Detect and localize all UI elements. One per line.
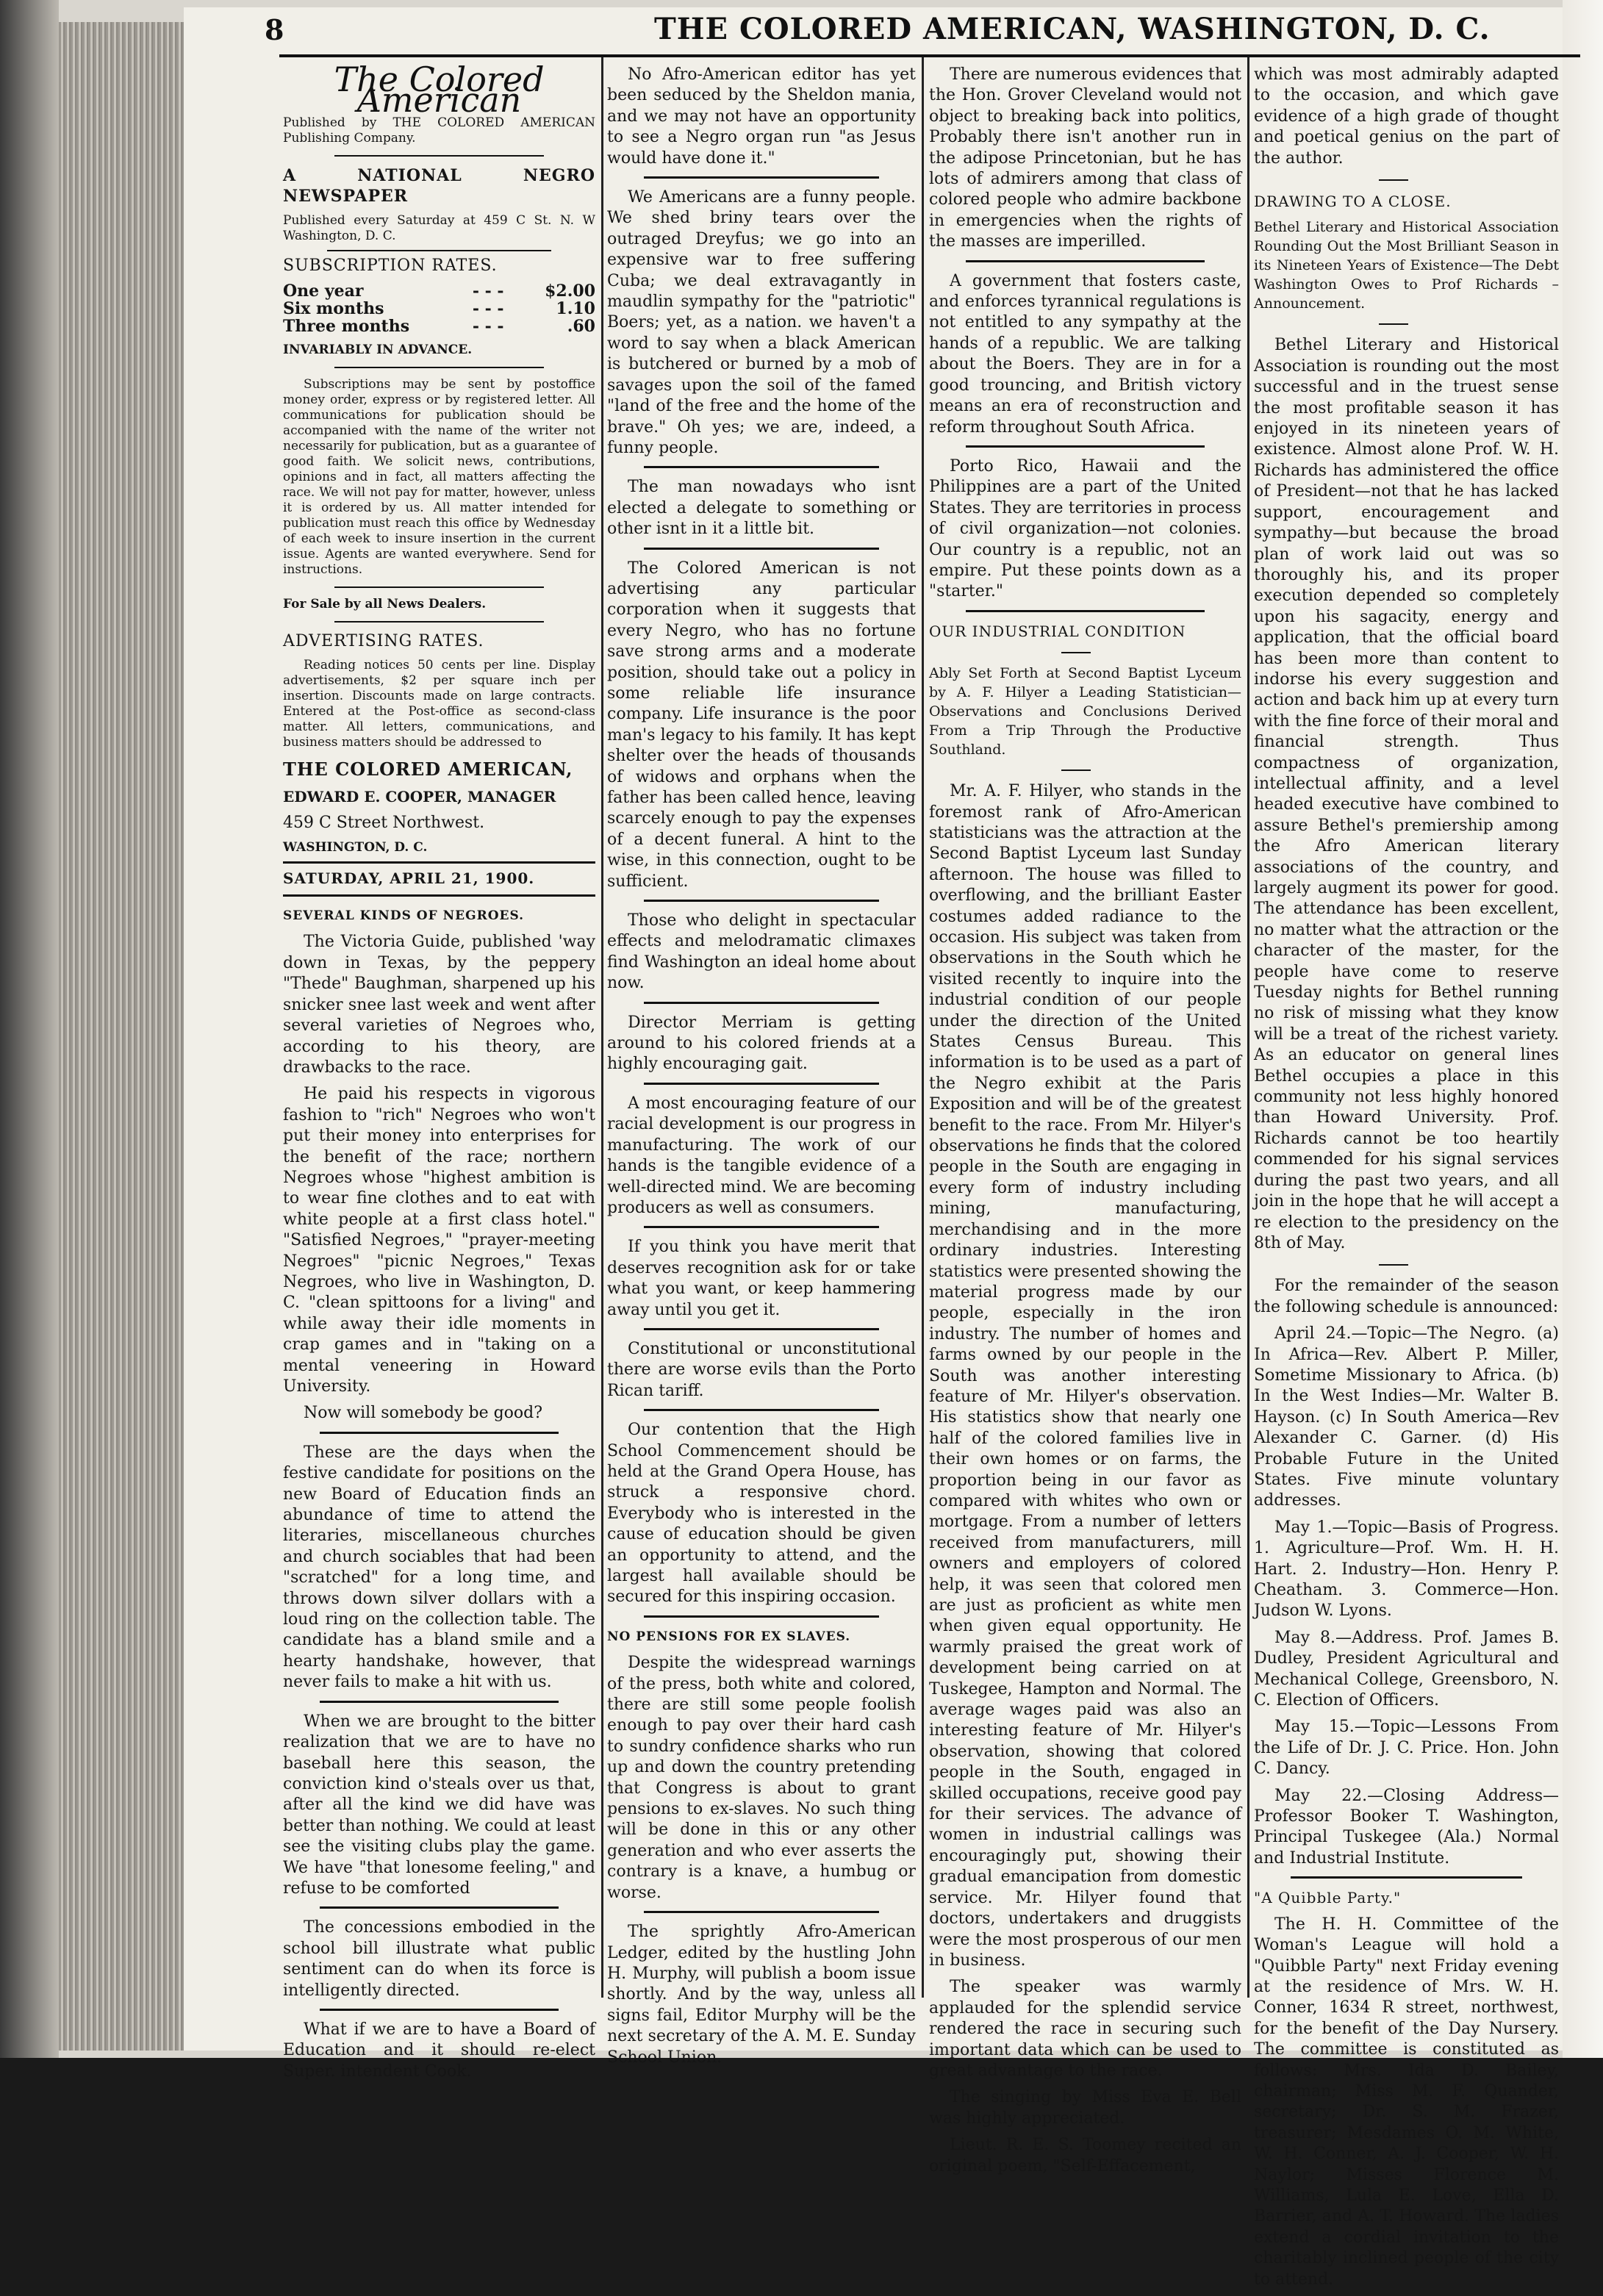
divider [334,621,544,623]
divider [644,466,879,468]
issue-date: SATURDAY, APRIL 21, 1900. [283,869,535,887]
article-heading: SEVERAL KINDS OF NEGROES. [283,908,525,924]
article-paragraph: The Victoria Guide, published 'way down in Texas, by the peppery "Thede" Baughman, sharpened up his snicker snee last week and went after several varieties of Negroes who, according to his theory, are drawbacks to the race. [283,933,595,1077]
divider [966,610,1205,612]
article-paragraph: May 8.—Address. Prof. James B. Dudley, President Agricultural and Mechanical College, Greensboro, N. C. Election of Officers. [1254,1628,1559,1710]
divider [283,894,595,897]
divider [334,586,544,588]
article-paragraph: The Colored American is not advertising any particular corporation when it suggests that every Negro, who has no fortune save strong arms and a moderate position, should take out a policy in some reliable life insurance company. Life insurance is the poor man's legacy to his family. It has kept shelter over the heads of thousands of widows and orphans when the father has been called hence, leaving scarcely enough to pay the expenses of a decent funeral. A hint to the wise, in this connection, ought to be sufficient. [607,559,916,891]
column-3 [929,65,1241,2183]
article-paragraph: The singing by Miss Eva E. Bell was highly appreciated. [929,2088,1241,2128]
article-paragraph: The concessions embodied in the school bill illustrate what public sentiment can do when its force is intelligently directed. [283,1918,595,2000]
rate-row: Six months - - - 1.10 [283,299,595,319]
publication-line: Published every Saturday at 459 C St. N. W Washington, D. C. [283,212,595,243]
article-paragraph: There are numerous evidences that the Hon. Grover Cleveland would not object to breaking back into politics, Probably there isn't another run in the adipose Princetonian, but he has lots of admirers among that class of colored people who admire backbone in emergencies when the rights of the masses are imperilled. [929,65,1241,251]
book-binding [0,0,59,2058]
right-margin [1563,0,1603,2058]
article-subheading: Ably Set Forth at Second Baptist Lyceum by A. F. Hilyer a Leading Statistician—Observations and Conclusions Derived From a Trip Through the Productive Southland. [929,665,1241,758]
divider [320,1701,559,1703]
article-paragraph: We Americans are a funny people. We shed briny tears over the outraged Dreyfus; we go into an expensive war to free suffering Cuba; we deal extravagantly in maudlin sympathy for the "patriotic" Boers; yet, as a nation. we haven't a word to say when a black American is butchered or burned by a mob of savages upon the soil of the famed "land of the free and the home of the brave." Oh yes; we are, indeed, a funny people. [607,188,916,457]
article-paragraph: Lieut. R. E. S. Toomey recited an original poem, "Self-Effacement, [929,2136,1241,2175]
article-heading: OUR INDUSTRIAL CONDITION [929,622,1186,640]
column-4 [1254,65,1559,2296]
short-rule [1379,323,1408,325]
article-paragraph: The man nowadays who isnt elected a delegate to something or other isnt in it a little bit. [607,478,916,539]
address-city: WASHINGTON, D. C. [283,839,428,855]
rate-row: Three months - - - .60 [283,317,595,337]
article-paragraph: Constitutional or unconstitutional there are worse evils than the Porto Rican tariff. [607,1339,916,1400]
for-sale-notice: For Sale by all News Dealers. [283,597,487,612]
article-paragraph: Despite the widespread warnings of the press, both white and colored, there are still some people foolish enough to pay over their hard cash to sundry confidence sharks who run up and down the country pretending that Congress is about to grant pensions to ex-slaves. No such thing will be done in this or any other generation and who ever asserts the contrary is a knave, a humbug or worse. [607,1654,916,1902]
short-rule [1061,769,1091,771]
divider [644,1226,879,1228]
rate-row: One year - - - $2.00 [283,281,595,301]
article-paragraph: A government that fosters caste, and enforces tyrannical regulations is not entitled to any sympathy at the hands of a republic. We are talking about the Boers. They are in for a good trouncing, and British victory means an era of reconstruction and reform throughout South Africa. [929,271,1241,437]
divider [644,176,879,179]
divider [334,367,544,368]
column-rule-2 [922,57,924,1998]
article-paragraph: May 1.—Topic—Basis of Progress. 1. Agriculture—Prof. Wm. H. H. Hart. 2. Industry—Hon. Henry P. Cheatham. 3. Commerce—Hon. Judson W. Lyons. [1254,1518,1559,1621]
subscription-notice: Subscriptions may be sent by postoffice money order, express or by registered letter. All communications for publication should be accompanied with the name of the writer not necessarily for publication, but as a guarantee of good faith. We solicit news, contributions, opinions and in fact, all matters affecting the race. We will not pay for matter, however, unless it is ordered by us. All matter intended for publication must reach this office by Wednesday of each week to insure insertion in the current issue. Agents are wanted everywhere. Send for instructions. [283,377,595,578]
column-rule-3 [1247,57,1249,1998]
article-heading: DRAWING TO A CLOSE. [1254,193,1452,211]
running-title: THE COLORED AMERICAN, WASHINGTON, D. C. [654,12,1491,46]
advertising-title: ADVERTISING RATES. [283,632,484,651]
divider [283,861,595,864]
article-paragraph: Porto Rico, Hawaii and the Philippines are a part of the United States. They are territories in process of civil organization—not colonies. Our country is a republic, not an empire. Put these points down as a "starter." [929,456,1241,601]
address-street: 459 C Street Northwest. [283,814,485,833]
short-rule [1379,1264,1408,1266]
divider [644,1615,879,1618]
divider [320,1906,559,1909]
article-paragraph: The sprightly Afro-American Ledger, edited by the hustling John H. Murphy, will publish a boom issue shortly. And by the way, unless all signs fail, Editor Murphy will be the next secretary of the A. M. E. Sunday School Union. [607,1923,916,2067]
short-rule [1379,179,1408,181]
page-number: 8 [265,13,284,46]
address-manager: EDWARD E. COOPER, MANAGER [283,787,556,806]
article-paragraph: Now will somebody be good? [304,1404,543,1423]
masthead: The Colored American [334,60,545,121]
divider [644,1409,879,1411]
column-1 [283,60,595,2088]
article-paragraph: Mr. A. F. Hilyer, who stands in the foremost rank of Afro-American statisticians was the attraction at the Second Baptist Lyceum last Sunday afternoon. The house was filled to overflowing, and the brilliant Easter costumes added radiance to the occasion. His subject was taken from observations in the South which he visited recently to inquire into the industrial condition of our people under the direction of the United States Census Bureau. This information is to be used as a part of the Negro exhibit at the Paris Exposition and will be of the greatest benefit to the race. From Mr. Hilyer's observations he finds that the colored people in the South are engaging in every form of industry including mining, manufacturing, merchandising and in the more ordinary industries. Interesting statistics were presented showing the material progress made by our people, especially in the iron industry. The number of homes and farms owned by our people in the South was another interesting feature of Mr. Hilyer's observation. His statistics show that nearly one half of the colored families live in their own homes or on farms, the proportion being in our favor as compared with whites who own or mortgage. From a number of letters received from manufacturers, mill owners and employers of colored help, it was seen that colored men are just as proficient as white men when given equal opportunity. He warmly praised the great work of development being carried on at Tuskegee, Hampton and Normal. The average wages paid was also an interesting feature of Mr. Hilyer's observation, showing that colored people in the South, engaged in skilled occupations, receive good pay for their services. The advance of women in industrial callings was encouragingly put, showing their gradual emancipation from domestic service. Mr. Hilyer found that doctors, undertakers and druggists were the most prosperous of our men in business. [929,782,1241,1970]
article-paragraph: Director Merriam is getting around to his colored friends at a highly encouraging gait. [607,1013,916,1074]
advertising-text: Reading notices 50 cents per line. Display advertisements, $2 per square inch per insertion. Discounts made on large contracts. Entered at the Post-office as second-class matter. All letters, communications, and business matters should be addressed to [283,658,595,750]
divider [644,1002,879,1004]
divider [334,155,544,157]
divider [966,445,1205,448]
article-paragraph: Those who delight in spectacular effects and melodramatic climaxes find Washington an ideal home about now. [607,911,916,993]
divider [644,1083,879,1085]
running-header [265,9,1580,53]
article-paragraph: A most encouraging feature of our racial development is our progress in manufacturing. The work of our hands is the tangible evidence of a well-directed mind. We are becoming producers as well as consumers. [607,1094,916,1217]
address-name: THE COLORED AMERICAN, [283,758,573,781]
article-paragraph: These are the days when the festive candidate for positions on the new Board of Education finds an abundance of time to attend the literaries, miscellaneous churches and church sociables that had been "scratched" for a long time, and throws down silver dollars with a loud ring on the collection table. The candidate has a bland smile and a hearty handshake, however, that never fails to make a hit with us. [283,1443,595,1692]
article-heading: NO PENSIONS FOR EX SLAVES. [607,1629,851,1644]
article-paragraph: Our contention that the High School Commencement should be held at the Grand Opera House, has struck a responsive chord. Everybody who is interested in the cause of education should be given an opportunity to attend, and the largest hall available should be secured for this inspiring occasion. [607,1421,916,1607]
subscription-rates [283,282,595,335]
divider [966,260,1205,262]
article-paragraph: May 15.—Topic—Lessons From the Life of Dr. J. C. Price. Hon. John C. Dancy. [1254,1718,1559,1779]
published-by: Published by THE COLORED AMERICAN Publishing Company. [283,115,595,146]
article-paragraph: If you think you have merit that deserves recognition ask for or take what you want, or keep hammering away until you get it. [607,1238,916,1319]
divider [1291,1876,1522,1879]
article-paragraph: When we are brought to the bitter realization that we are to have no baseball here this season, the conviction kind o'steals over us that, after all the kind we did have was better than nothing. We could at least see the visiting clubs play the game. We have "that lonesome feeling," and refuse to be comforted [283,1712,595,1898]
subscription-title: SUBSCRIPTION RATES. [283,256,498,275]
header-rule [279,54,1580,57]
article-paragraph: What if we are to have a Board of Education and it should re-elect Super. intendent Cook. [283,2020,595,2081]
article-paragraph: which was most admirably adapted to the occasion, and which gave evidence of a high grade of thought and poetical genius on the part of the author. [1254,65,1559,168]
divider [644,548,879,550]
divider [644,1911,879,1913]
article-paragraph: No Afro-American editor has yet been seduced by the Sheldon mania, and we may not have an opportunity to see a Negro organ run "as Jesus would have done it." [607,65,916,168]
divider [644,900,879,902]
article-paragraph: Bethel Literary and Historical Association is rounding out the most successful and in the truest sense the most profitable season it has enjoyed in its nineteen years of existence. Almost alone Prof. W. H. Richards has administered the office of President—not that he has lacked support, encouragement and sympathy—but because the broad plan of work laid out was so thoroughly his, and its proper execution depended so completely upon his sagacity, energy and application, that the official board has been more than content to indorse his every suggestion and action and back him up at every turn with the fine force of their moral and financial strength. Thus compactness of organization, intellectual affinity, and a level headed executive have combined to assure Bethel's premiership among the Afro American literary associations of the country, and largely augment its power for good. The attendance has been excellent, no matter what the attraction or the character of the master, for the people have come to reserve Tuesday nights for Bethel running no risk of missing what they know will be a treat of the richest variety. As an educator on general lines Bethel occupies a place in this community not less highly honored than Howard University. Prof. Richards cannot be too heartily commended for his signal services during the past two years, and all join in the hope that he will accept a re election to the presidency on the 8th of May. [1254,336,1559,1252]
short-rule [1061,652,1091,653]
article-paragraph: The speaker was warmly applauded for the splendid service rendered the race in securing such important data which can be used to great advantage to the race. [929,1978,1241,2080]
tagline: A NATIONAL NEGRO NEWSPAPER [283,165,595,207]
column-2 [607,65,916,2074]
divider [327,250,551,251]
divider [320,2009,559,2011]
article-paragraph: May 22.—Closing Address—Professor Booker T. Washington, Principal Tuskegee (Ala.) Normal and Industrial Institute. [1254,1786,1559,1868]
article-paragraph: The H. H. Committee of the Woman's League will hold a "Quibble Party" next Friday evening at the residence of Mrs. W. H. Conner, 1634 R street, northwest, for the benefit of the Day Nursery. The committee is constituted as follows: Mrs. Ida D. Bailey, chairman; Miss M. F. Quander, secretary; Dr. S. M. Frazer, treasurer; Mesdames O. M. White, W. H. Conner, A. J. Cooper, W. H. Naylor; Misses Florence M. Williams, Lula E. Love, Ella D. Barrier, and A. T. Howard. The ladies extend a cordial invitation to the charitably inclined people of the city to attend. [1254,1915,1559,2289]
article-paragraph: April 24.—Topic—The Negro. (a) In Africa—Rev. Albert P. Miller, Sometime Missionary to Africa. (b) In the West Indies—Mr. Walter B. Hayson. (c) In South America—Rev Alexander C. Garner. (d) His Probable Future in the United States. Five minute voluntary addresses. [1254,1324,1559,1510]
article-heading: "A Quibble Party." [1254,1889,1402,1907]
divider [320,1432,559,1434]
page-stack-edge [59,22,184,2051]
article-subheading: Bethel Literary and Historical Association Rounding Out the Most Brilliant Season in its Nineteen Years of Existence—The Debt Washington Owes to Prof Richards – Announcement. [1254,219,1559,312]
advance-notice: INVARIABLY IN ADVANCE. [283,342,473,358]
column-rule-1 [601,57,603,1998]
article-paragraph: For the remainder of the season the following schedule is announced: [1254,1277,1559,1316]
divider [644,1328,879,1330]
article-paragraph: He paid his respects in vigorous fashion to "rich" Negroes who won't put their money into enterprises for the benefit of the race; northern Negroes whose "highest ambition is to wear fine clothes and to eat with white people at a first class hotel." "Satisfied Negroes," "prayer-meeting Negroes" "picnic Negroes," Texas Negroes, who live in Washington, D. C. "clean spittoons for a living" and while away their idle moments in crap games and in "taking on a mental veneering in Howard University. [283,1085,595,1396]
